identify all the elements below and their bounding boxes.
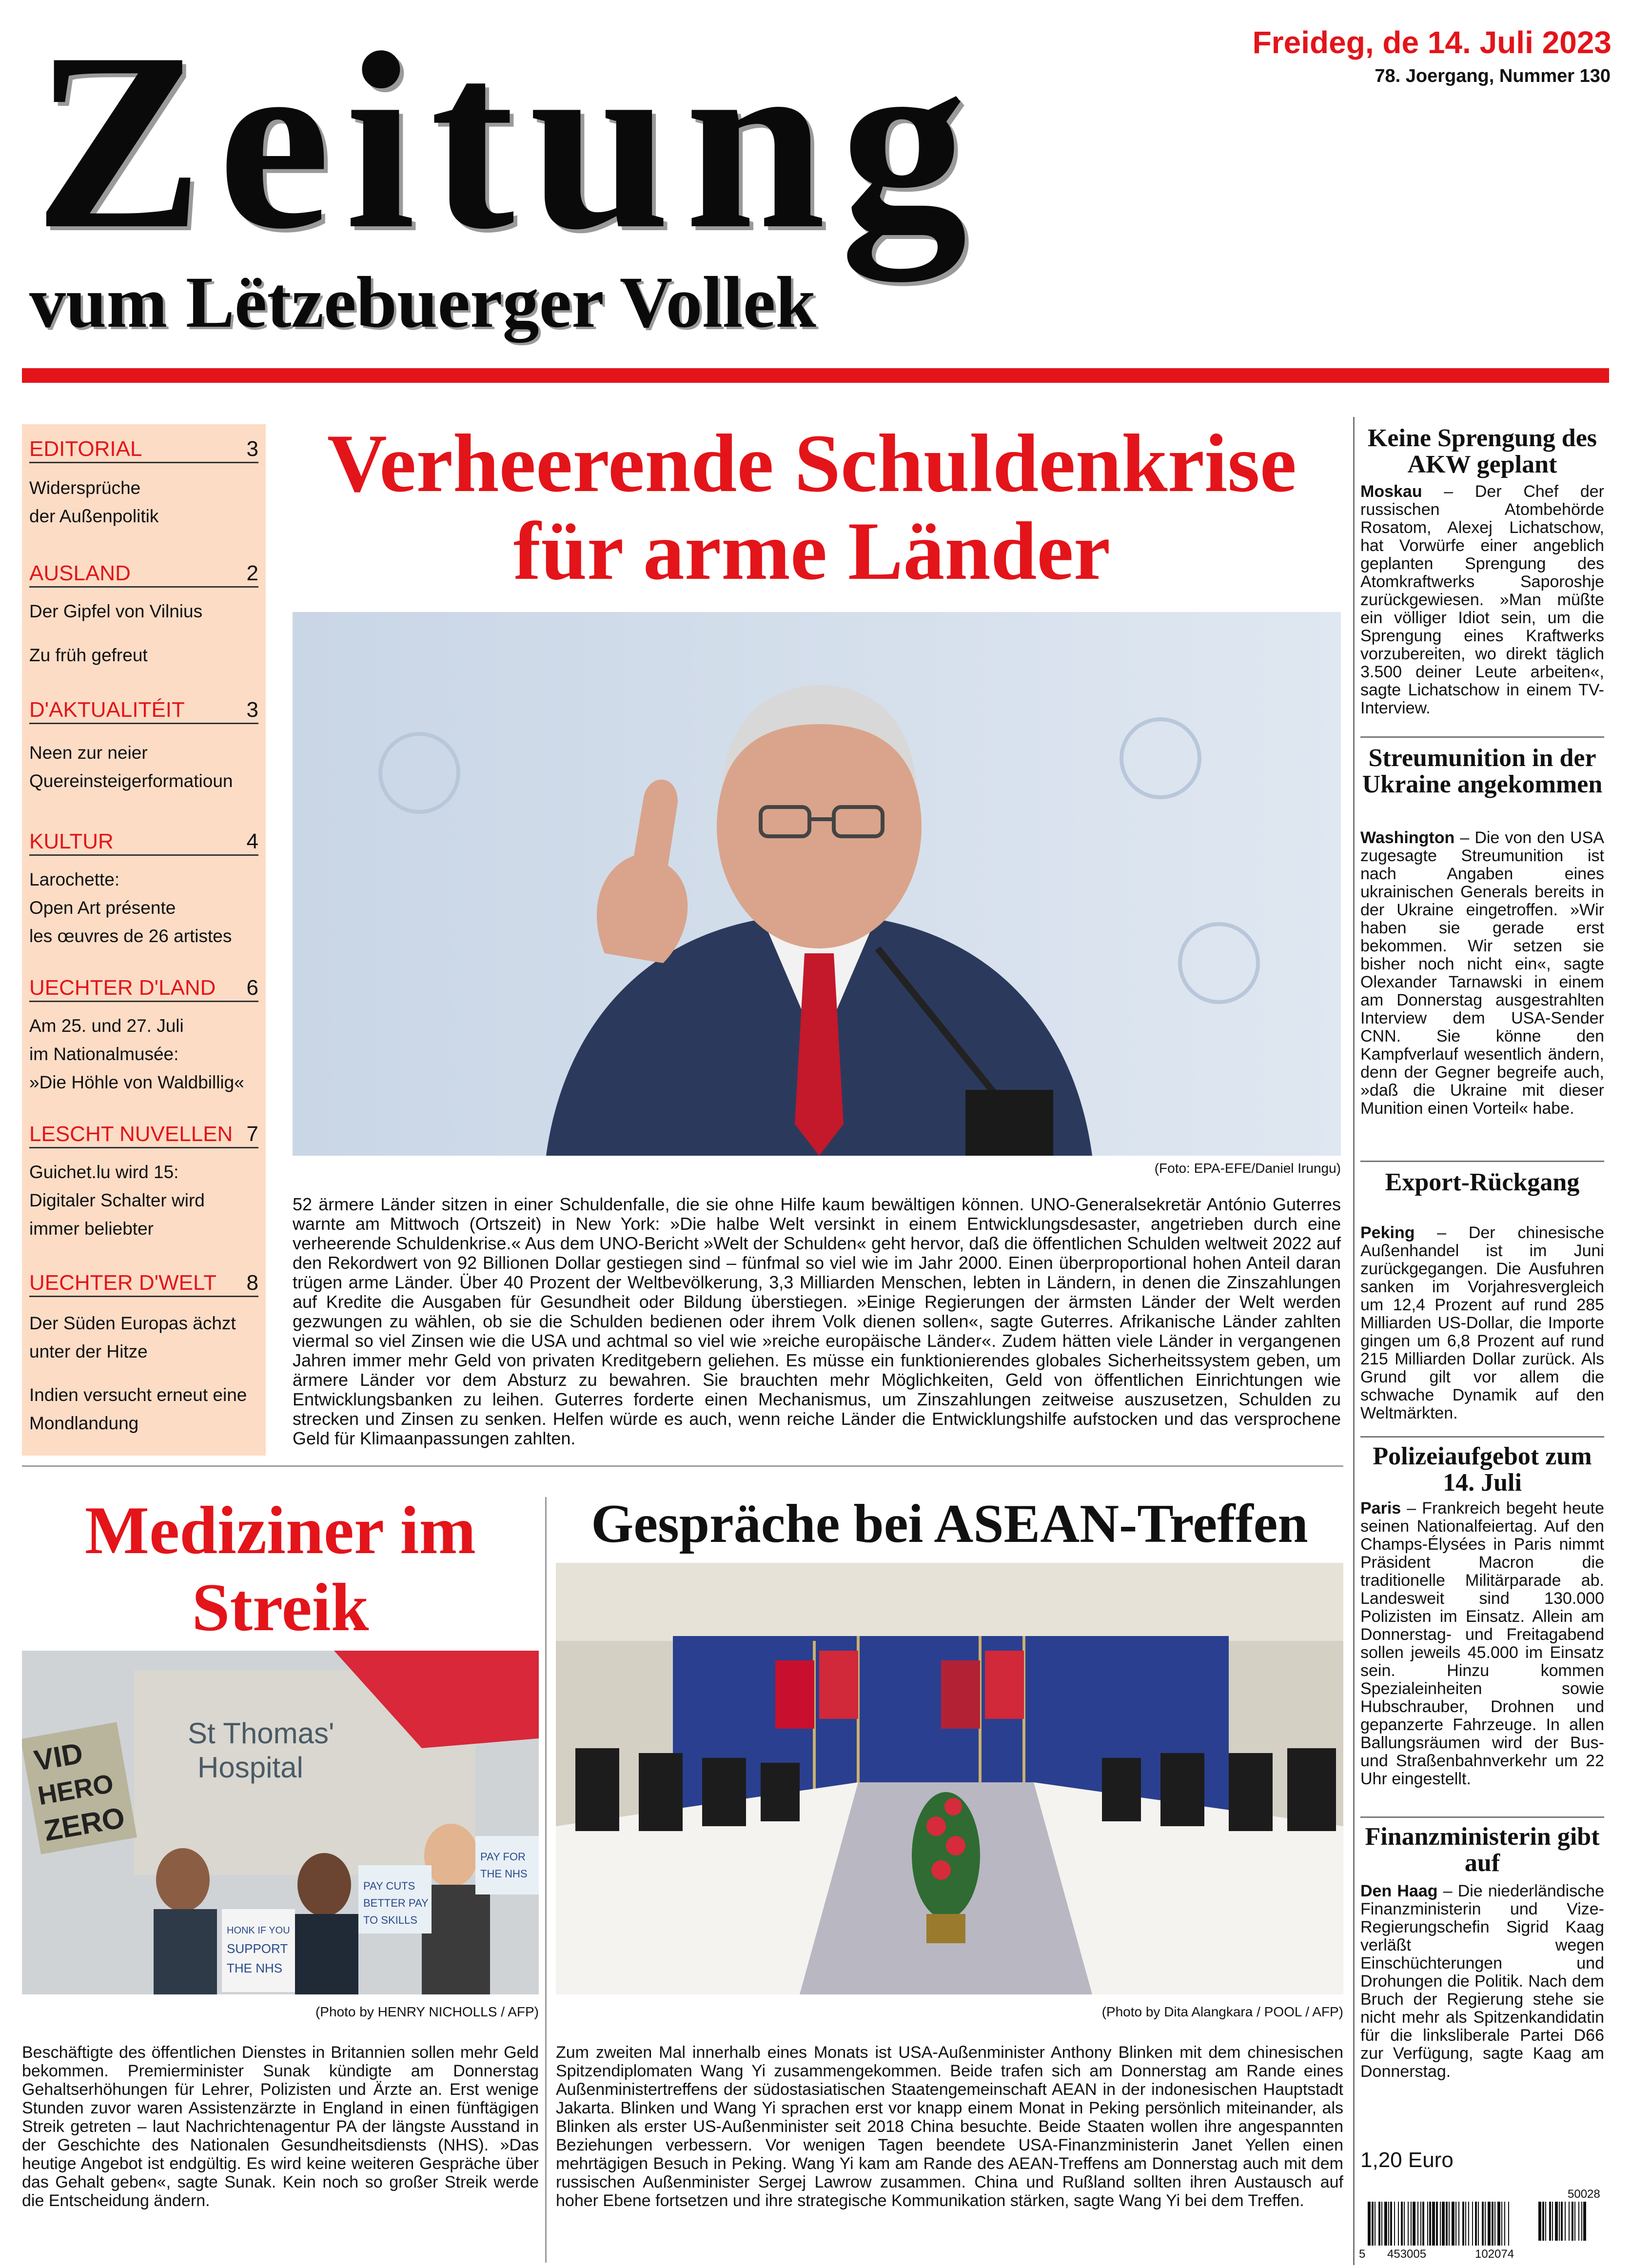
- index-item[interactable]: unter der Hitze: [29, 1341, 148, 1361]
- photo-sign-text: PAY CUTS: [363, 1880, 415, 1892]
- index-item[interactable]: Neen zur neier: [29, 743, 148, 763]
- brief-text: – Der Chef der russischen Atombehörde Rosatom, Alexej Lichatschow, hat Vorwürfe einer angeblich geplanten Sprengung des Atomkraftwerks Saporoshje zurückgewiesen. »Man müßte ein völliger Idiot sein, um die Sprengung eines Kraftwerks vorzubereiten, wo direkt täglich 3.500 deiner Leute arbeiten«, sagte Lichatschow in einem TV-Interview.: [1360, 482, 1604, 717]
- brief-text: – Die von den USA zugesagte Streumunition ist nach Angaben eines ukrainischen Generals bereits in der Ukraine eingetroffen. »Wir haben sie gerade erst bekommen. Wir setzen sie bisher noch nicht ein«, sagte Olexander Tarnawski in einem am Donnerstag ausgestrahlten Interview dem USA-Sender CNN. Sie könne den Kampfverlauf wesentlich ändern, denn der Gegner begreife auch, »daß die Ukraine mit dieser Munition einen Vorteil« habe.: [1360, 828, 1604, 1118]
- issue-number: 78. Joergang, Nummer 130: [1375, 66, 1611, 86]
- brief-dateline: Moskau: [1360, 482, 1422, 501]
- brief-body: [1360, 1882, 1604, 2081]
- index-section-editorial[interactable]: [29, 436, 258, 463]
- column-divider: [545, 1497, 547, 2263]
- index-item[interactable]: Indien versucht erneut eine: [29, 1385, 247, 1405]
- lead-headline[interactable]: Verheerende Schuldenkrise für arme Länder: [327, 417, 1297, 597]
- index-item[interactable]: »Die Höhle von Waldbillig«: [29, 1072, 244, 1092]
- barcode-digit: 453005: [1387, 2248, 1427, 2260]
- brief-divider: [1360, 1161, 1604, 1162]
- index-page-number: 4: [246, 829, 258, 853]
- brief-body: [1360, 829, 1604, 1118]
- photo-sign-text: TO SKILLS: [363, 1914, 417, 1926]
- index-item[interactable]: Zu früh gefreut: [29, 645, 148, 665]
- barcode-add-on: 50028: [1568, 2188, 1600, 2201]
- photo-sign-text: THE NHS: [227, 1961, 283, 1975]
- index-section-title: EDITORIAL: [29, 437, 142, 461]
- barcode: [1358, 2187, 1602, 2260]
- brief-dateline: Paris: [1360, 1499, 1401, 1518]
- barcode-bars: [1368, 2202, 1586, 2246]
- index-section-title: LESCHT NUVELLEN: [29, 1122, 233, 1146]
- photo-sign-text: HONK IF YOU: [227, 1925, 290, 1936]
- photo-sign-text: VID: [31, 1736, 85, 1777]
- photo-sign-text: Hospital: [197, 1751, 303, 1784]
- index-page-number: 3: [246, 437, 258, 461]
- brief-headline[interactable]: Keine Sprengung des AKW geplant: [1367, 424, 1597, 478]
- strike-photo: [22, 1651, 539, 1994]
- brief-headline[interactable]: Export-Rückgang: [1385, 1168, 1580, 1196]
- barcode-digit: 5: [1359, 2248, 1366, 2260]
- issue-date: Freideg, de 14. Juli 2023: [1252, 25, 1611, 60]
- index-item[interactable]: Guichet.lu wird 15:: [29, 1162, 179, 1182]
- brief-dateline: Washington: [1360, 828, 1455, 847]
- asean-headline[interactable]: Gespräche bei ASEAN-Treffen: [591, 1494, 1308, 1554]
- photo-sign-text: BETTER PAY: [363, 1897, 429, 1909]
- index-section-title: AUSLAND: [29, 561, 131, 585]
- index-item[interactable]: Widersprüche: [29, 478, 141, 498]
- brief-body: [1360, 1224, 1604, 1422]
- lead-photo-caption: (Foto: EPA-EFE/Daniel Irungu): [1154, 1161, 1341, 1176]
- index-section-aktualiteit[interactable]: [29, 697, 258, 724]
- index-page-number: 6: [246, 976, 258, 1000]
- index-item[interactable]: Open Art présente: [29, 898, 176, 918]
- photo-sign-text: PAY FOR: [480, 1851, 526, 1863]
- photo-sign-text: HERO: [36, 1769, 116, 1811]
- photo-sign-text: St Thomas': [188, 1717, 334, 1750]
- brief-text: – Frankreich begeht heute seinen Nationalfeiertag. Auf den Champs-Élysées in Paris nimmt Präsident Macron die traditionelle Militärparade ab. Landesweit sind 130.000 Polizisten im Einsatz. Allein am Donnerstag- und Freitagabend sollen jeweils 45.000 im Einsatz sein. Hinzu kommen Spezialeinheiten sowie Hubschrauber, Drohnen und gepanzerte Fahrzeuge. In allen Ballungsräumen wird der Bus- und Straßenbahnverkehr um 22 Uhr eingestellt.: [1360, 1499, 1604, 1788]
- index-item[interactable]: im Nationalmusée:: [29, 1044, 179, 1064]
- index-item[interactable]: der Außenpolitik: [29, 506, 159, 526]
- index-item[interactable]: Digitaler Schalter wird: [29, 1190, 205, 1210]
- index-page-number: 7: [246, 1122, 258, 1146]
- brief-divider: [1360, 736, 1604, 738]
- masthead-title: Zeitung: [34, 1, 982, 281]
- photo-sign-text: ZERO: [41, 1801, 127, 1848]
- index-page-number: 8: [246, 1271, 258, 1295]
- section-divider: [22, 1465, 1343, 1467]
- asean-photo-caption: (Photo by Dita Alangkara / POOL / AFP): [1101, 2004, 1343, 2019]
- index-section-title: UECHTER D'WELT: [29, 1271, 217, 1295]
- index-item[interactable]: les œuvres de 26 artistes: [29, 926, 232, 946]
- brief-text: – Der chinesische Außenhandel ist im Juni zurückgegangen. Die Ausfuhren sanken im Vorjahresvergleich um 12,4 Prozent auf rund 285 Milliarden US-Dollar, die Importe gingen um 6,8 Prozent auf rund 215 Milliarden Dollar zurück. Als Grund gilt vor allem die schwache Dynamik auf den Weltmärkten.: [1360, 1223, 1604, 1422]
- asean-body: Zum zweiten Mal innerhalb eines Monats ist USA-Außenminister Anthony Blinken mit dem chinesischen Spitzendiplomaten Wang Yi zusammengekommen. Beide trafen sich am Donnerstag am Rande eines Außenministertreffens der südostasiatischen Staatengemeinschaft AEAN in der indonesischen Hauptstadt Jakarta. Blinken und Wang Yi sprachen erst vor knapp einem Monat in Peking persönlich miteinander, als Blinken als erster US-Außenminister seit 2018 China besuchte. Beide Staaten wollen ihre angespannten Beziehungen verbessern. Vor wenigen Tagen beendete USA-Finanzministerin Janet Yellen einen mehrtägigen Besuch in Peking. Wang Yi kam am Rande des AEAN-Treffens am Donnerstag auch mit dem russischen Außenminister Sergej Lawrow zusammen. China und Rußland sollten ihren Austausch auf hoher Ebene fortsetzen und ihre strategische Kommunikation stärken, sagte Wang Yi bei dem Treffen.: [556, 2043, 1343, 2210]
- masthead-subtitle: vum Lëtzebuerger Vollek: [29, 262, 816, 343]
- index-item[interactable]: Mondlandung: [29, 1413, 139, 1433]
- barcode-digit: 102074: [1475, 2248, 1514, 2260]
- photo-sign-text: THE NHS: [480, 1868, 528, 1880]
- index-page-number: 2: [246, 561, 258, 585]
- index-item[interactable]: Quereinsteigerformatioun: [29, 771, 233, 791]
- index-item[interactable]: Larochette:: [29, 869, 120, 889]
- index-item[interactable]: Der Gipfel von Vilnius: [29, 601, 203, 621]
- masthead-rule: [22, 368, 1609, 383]
- index-section-title: D'AKTUALITÉIT: [29, 698, 185, 722]
- brief-divider: [1360, 1816, 1604, 1818]
- brief-headline[interactable]: Streumunition in der Ukraine angekommen: [1362, 744, 1603, 798]
- index-section-uechter-dland[interactable]: [29, 975, 258, 1002]
- brief-dateline: Den Haag: [1360, 1882, 1438, 1900]
- index-section-kultur[interactable]: [29, 829, 258, 856]
- index-item[interactable]: immer beliebter: [29, 1219, 154, 1239]
- index-section-title: KULTUR: [29, 829, 114, 853]
- index-item[interactable]: Am 25. und 27. Juli: [29, 1016, 184, 1036]
- index-section-title: UECHTER D'LAND: [29, 976, 216, 1000]
- brief-text: – Die niederländische Finanzministerin und Vize-Regierungschefin Sigrid Kaag verläßt wegen Einschüchterungen und Drohungen die Politik. Nach dem Bruch der Regierung stehe sie nicht mehr als Spitzenkandidatin für die linksliberale Partei D66 zur Verfügung, sagte Kaag am Donnerstag.: [1360, 1882, 1605, 2081]
- strike-headline[interactable]: Mediziner im Streik: [84, 1493, 476, 1645]
- brief-divider: [1360, 1436, 1604, 1438]
- brief-dateline: Peking: [1360, 1223, 1415, 1242]
- lead-body: 52 ärmere Länder sitzen in einer Schuldenfalle, die sie ohne Hilfe kaum bewältigen können. UNO-Generalsekretär António Guterres warnte am Mittwoch (Ortszeit) in New York: »Die halbe Welt versinkt in einem Entwicklungsdesaster, angetrieben durch eine verheerende Schuldenkrise.« Aus dem UNO-Bericht »Welt der Schulden« geht hervor, daß die öffentlichen Schulden weltweit 2022 auf den Rekordwert von 92 Billionen Dollar gestiegen sind – fünfmal so viel wie im Jahr 2000. Einen überproportional hohen Anteil daran trügen arme Länder. Über 40 Prozent der Weltbevölkerung, 3,3 Milliarden Menschen, lebten in Ländern, in denen die Zinszahlungen auf Kredite die Ausgaben für Gesundheit oder Bildung überstiegen. »Einige Regierungen der ärmsten Länder der Welt werden gezwungen zu wählen, ob sie die Schulden bedienen oder ihrem Volk dienen sollen«, sagte Guterres. Afrikanische Länder zahlten viermal so viel Zinsen wie die USA und achtmal so viel wie »reiche europäische Länder«. Zudem hätten viele Länder in vergangenen Jahren immer mehr Geld von privaten Kreditgebern geliehen. Es müsse ein funktionierendes globales Sicherheitssystem geben, um ärmere Länder vor dem Absturz zu bewahren. Sie brauchten mehr Möglichkeiten, Geld von öffentlichen Einrichtungen wie Entwicklungsbanken zu leihen. Guterres forderte einen Mechanismus, um Zinszahlungen zeitweise auszusetzen, Schulden zu strecken und Zinsen zu senken. Helfen würde es auch, wenn reiche Länder die Entwicklungshilfe aufstocken und das versprochene Geld für Klimaanpassungen zahlten.: [293, 1194, 1341, 1448]
- strike-body: Beschäftigte des öffentlichen Dienstes in Britannien sollen mehr Geld bekommen. Premierminister Sunak kündigte am Donnerstag Gehaltserhöhungen für Lehrer, Polizisten und Ärzte an. Erst wenige Stunden zuvor waren Assistenzärzte in England in einen fünftägigen Streik getreten – laut Nachrichtenagentur PA der längste Ausstand in der Geschichte des Nationalen Gesundheitsdiensts (NHS). »Das heutige Angebot ist endgültig. Es wird keine weiteren Gespräche über das Gehalt geben«, sagte Sunak. Kein noch so großer Streik werde die Entscheidung ändern.: [22, 2043, 539, 2210]
- index-item[interactable]: Der Süden Europas ächzt: [29, 1313, 236, 1333]
- strike-photo-caption: (Photo by HENRY NICHOLLS / AFP): [315, 2004, 539, 2019]
- index-page-number: 3: [246, 698, 258, 722]
- index-section-uechter-dwelt[interactable]: [29, 1270, 258, 1297]
- brief-headline[interactable]: Finanzministerin gibt auf: [1365, 1823, 1600, 1877]
- photo-sign-text: SUPPORT: [227, 1941, 288, 1956]
- index-section-lescht-nuvellen[interactable]: [29, 1122, 258, 1148]
- brief-body: [1360, 483, 1604, 717]
- index-section-ausland[interactable]: [29, 561, 258, 588]
- asean-photo: [556, 1563, 1343, 1994]
- price: 1,20 Euro: [1360, 2148, 1454, 2172]
- brief-body: [1360, 1499, 1604, 1788]
- brief-headline[interactable]: Polizeiaufgebot zum 14. Juli: [1373, 1442, 1592, 1497]
- lead-photo: [293, 612, 1341, 1156]
